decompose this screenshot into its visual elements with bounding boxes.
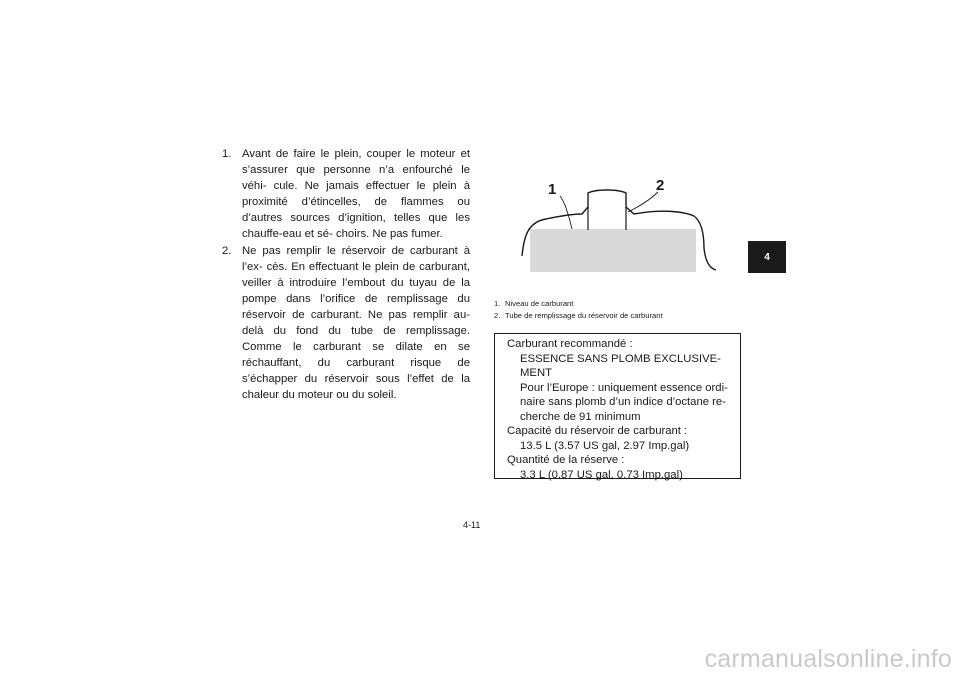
europe-note-line-3: cherche de 91 minimum xyxy=(520,410,641,423)
callout-leader-1 xyxy=(560,196,572,229)
list-item-number: 2. xyxy=(222,244,232,257)
caption-text: Tube de remplissage du réservoir de carburant xyxy=(505,311,663,320)
callout-leader-2 xyxy=(628,192,658,212)
caption-number: 2. xyxy=(494,311,501,320)
fuel-label: Carburant recommandé : xyxy=(507,338,633,350)
list-item-text: Avant de faire le plein, couper le moteur et s’assurer que personne n’a enfourché le véhi- cule. Ne jamais effectuer le plein à proximité d’étincelles, de flammes ou d’autres sources d’ignition, telles que les chauffe-eau et sé- choirs. Ne pas fumer. xyxy=(242,148,470,241)
chapter-tab xyxy=(748,241,786,273)
page-number: 4-11 xyxy=(463,520,481,530)
reserve-label: Quantité de la réserve : xyxy=(507,454,625,466)
watermark: carmanualsonline.info xyxy=(704,645,952,673)
caption-row xyxy=(494,298,754,310)
fuel-value-line-1: ESSENCE SANS PLOMB EXCLUSIVE- xyxy=(520,352,721,365)
fuel-level-area xyxy=(530,229,696,272)
list-item xyxy=(222,243,470,404)
fuel-spec-box xyxy=(494,333,741,479)
capacity-label: Capacité du réservoir de carburant : xyxy=(507,425,688,437)
instruction-list xyxy=(222,146,470,404)
list-item-number: 1. xyxy=(222,148,232,160)
reserve-value: 3.3 L (0.87 US gal, 0.73 Imp.gal) xyxy=(520,468,683,481)
list-item-text: Ne pas remplir le réservoir de carburant à l’ex- cès. En effectuant le plein de carburant, veiller à introduire l’embout du tuyau de la pompe dans l’orifice de remplissage du réservoir de carburant. Ne pas remplir au-delà du fond du tube de remplissage. Comme le carburant se dilate en se réchauffant, du carburant risque de s’échapper du réservoir sous l’effet de la chaleur du moteur ou du soleil. xyxy=(242,244,470,402)
callout-1: 1 xyxy=(548,181,557,198)
chapter-number: 4 xyxy=(764,251,770,263)
fuel-tank-diagram xyxy=(520,176,722,278)
fuel-value-line-2: MENT xyxy=(520,367,553,379)
list-item xyxy=(222,146,470,243)
europe-note-line-2: naire sans plomb d’un indice d’octane re- xyxy=(520,396,726,408)
capacity-value: 13.5 L (3.57 US gal, 2.97 Imp.gal) xyxy=(520,439,690,452)
callout-2: 2 xyxy=(656,177,665,194)
caption-text: Niveau de carburant xyxy=(505,299,574,308)
figure-captions xyxy=(494,298,754,322)
caption-row xyxy=(494,310,754,322)
caption-number: 1. xyxy=(494,299,501,308)
europe-note-line-1: Pour l’Europe : uniquement essence ordi- xyxy=(520,381,728,394)
filler-tube xyxy=(588,207,626,230)
